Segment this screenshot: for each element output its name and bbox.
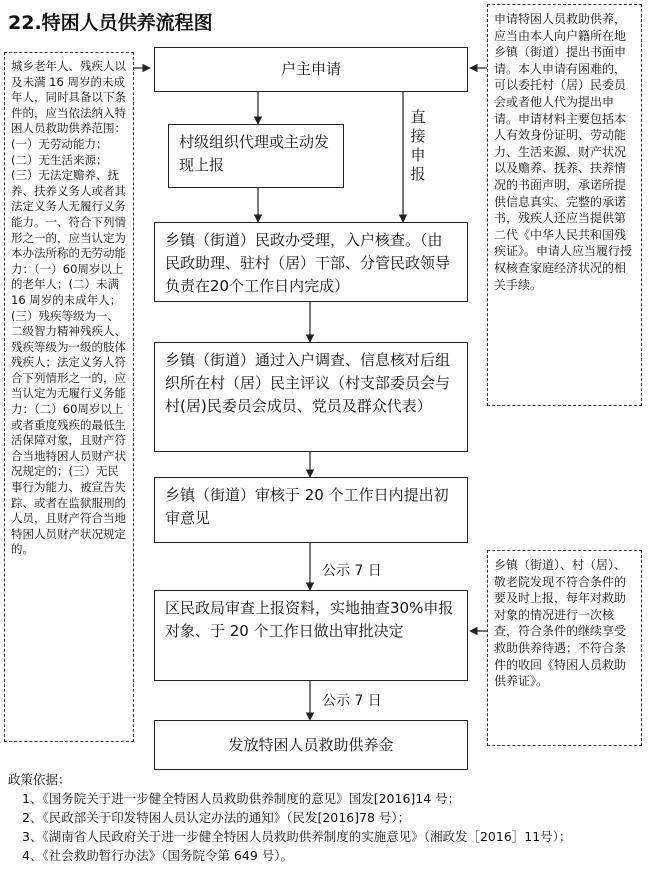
label-direct-report: 直接申报 — [410, 108, 426, 183]
policy-item: 1、《国务院关于进一步健全特困人员救助供养制度的意见》国发[2016]14 号； — [22, 791, 461, 806]
node-village-report: 村级组织代理或主动发现上报 — [168, 124, 344, 188]
node-township-review: 乡镇（街道）审核于 20 个工作日内提出初审意见 — [154, 477, 468, 543]
note-eligibility-criteria: 城乡老年人、残疾人以及未满 16 周岁的未成年人，同时具备以下条件的，应当依法纳入特困人员救助供养范围：(一）无劳动能力；(二）无生活来源；(三）无法定赡养、抚养、扶养义务人或者其法定义务人无履行义务能力。一、符合下列情形之一的，应当认定为本办法所称的无劳动能力：（一）60周岁以上的老年人；(二）未满 16 周岁的未成年人；(三）残疾等级为一、二级智力精神残疾人、残疾等级为一级的肢体残疾人；法定义务人符合下列情形之一的，应当认定为无履行义务能力：（二）60周岁以上或者重度残疾的最低生活保障对象，且财产符合当地特困人员财产状况规定的；(三）无民事行为能力、被宣告失踪、或者在监狱服刑的人员，且财产符合当地特困人员财产状况规定的。 — [4, 52, 134, 742]
node-township-accept: 乡镇（街道）民政办受理，入户核查。（由民政助理、驻村（居）干部、分管民政领导负责在20个工作日内完成） — [154, 222, 468, 302]
page-title: 22.特困人员供养流程图 — [8, 12, 213, 34]
note-annual-review: 乡镇（街道）、村（居）、敬老院发现不符合条件的要及时上报，每年对救助对象的情况进行一次核查，符合条件的继续享受救助供养待遇；不符合条件的收回《特困人员救助供养证》。 — [487, 550, 642, 746]
policy-item: 4、《社会救助暂行办法》（国务院令第 649 号）。 — [22, 848, 294, 863]
node-payout: 发放特困人员救助供养金 — [154, 720, 468, 770]
note-application-materials: 申请特困人员救助供养，应当由本人向户籍所在地乡镇（街道）提出书面申请。本人申请有困难的，可以委托村（居）民委员会或者他人代为提出申请。申请材料主要包括本人有效身份证明、劳动能力、生活来源、财产状况以及赡养、抚养、扶养情况的书面声明，承诺所提供信息真实、完整的承诺书，残疾人还应当提供第二代《中华人民共和国残疾证》。申请人应当履行授权核查家庭经济状况的相关手续。 — [487, 4, 642, 406]
label-publicity-1: 公示 7 日 — [322, 563, 382, 579]
label-publicity-2: 公示 7 日 — [322, 693, 382, 709]
policy-item: 2、《民政部关于印发特困人员认定办法的通知》（民发[2016]78 号）； — [22, 810, 411, 825]
node-county-review: 区民政局审查上报资料，实地抽查30%申报对象、于 20 个工作日做出审批决定 — [154, 590, 468, 681]
policy-item: 3、《湖南省人民政府关于进一步健全特困人员救助供养制度的实施意见》（湘政发［2016］11号）； — [22, 829, 572, 844]
policy-basis-heading: 政策依据： — [8, 772, 71, 787]
policy-basis — [8, 770, 640, 865]
node-household-survey: 乡镇（街道）通过入户调查、信息核对后组织所在村（居）民主评议（村支部委员会与村(居)民委员会成员、党员及群众代表） — [154, 342, 468, 452]
node-apply: 户主申请 — [154, 47, 468, 92]
